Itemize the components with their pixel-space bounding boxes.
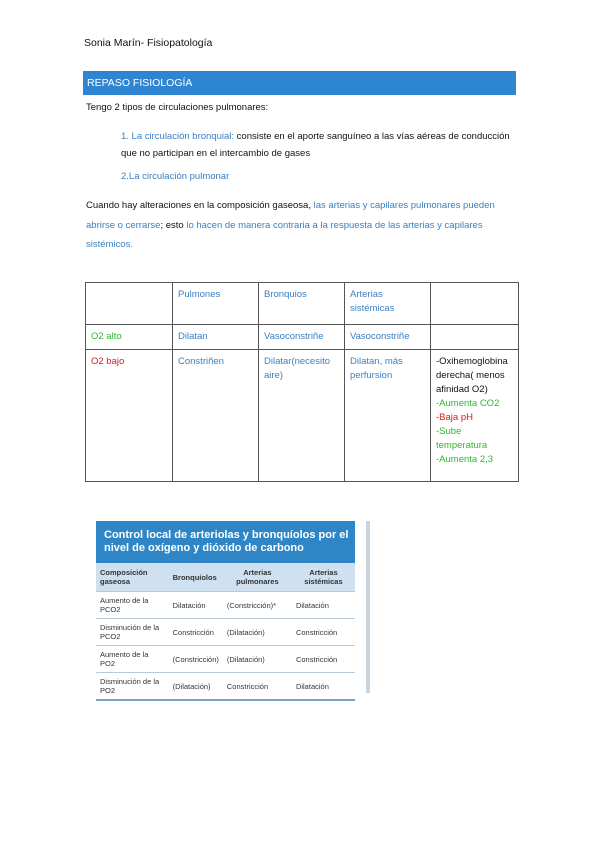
- list-item-1-label: 1. La circulación bronquial:: [121, 131, 235, 142]
- figure-row: [96, 646, 355, 673]
- note-temperatura: -Sube temperatura: [436, 426, 488, 451]
- table-cell-notes: [431, 350, 519, 482]
- figure-cell: Constricción: [223, 673, 292, 701]
- figure-cell: Disminución de la PCO2: [96, 619, 169, 646]
- table-row-label: O2 bajo: [86, 350, 173, 482]
- table-row: [86, 350, 519, 482]
- figure-cell: Aumento de la PCO2: [96, 592, 169, 619]
- table-cell: Vasoconstriñe: [345, 325, 431, 350]
- figure-col-header: Bronquíolos: [169, 563, 223, 592]
- table-cell: [86, 283, 173, 325]
- list-item-1-text: consiste en el aporte sanguíneo a las vías aéreas de conducción que no participan en el intercambio de gases: [121, 131, 510, 159]
- figure-title: Control local de arteriolas y bronquíolos por el nivel de oxígeno y dióxido de carbono: [104, 529, 349, 554]
- figure-row: [96, 673, 355, 701]
- figure-cell: Dilatación: [292, 673, 355, 701]
- paragraph: [86, 196, 526, 255]
- figure-col-header: Composición gaseosa: [96, 563, 169, 592]
- table-row: [86, 325, 519, 350]
- figure-header: [96, 521, 355, 563]
- table-row-label: O2 alto: [86, 325, 173, 350]
- figure-cell: Dilatación: [292, 592, 355, 619]
- table-cell: Constriñen: [173, 350, 259, 482]
- figure-cell: Constricción: [292, 646, 355, 673]
- figure-table: [96, 563, 355, 701]
- figure-cell: (Dilatación): [223, 646, 292, 673]
- para-part-2: las arterias y capilares pulmonares pueden abrirse o cerrarse: [86, 200, 495, 231]
- note-ph: -Baja pH: [436, 412, 473, 423]
- figure-cell: (Dilatación): [223, 619, 292, 646]
- table-header-row: [86, 283, 519, 325]
- figure-cell: Aumento de la PO2: [96, 646, 169, 673]
- note-oxihemoglobina: -Oxihemoglobina derecha( menos afinidad O2): [436, 356, 508, 395]
- page-header: Sonia Marín- Fisiopatología: [84, 37, 213, 49]
- figure-cell: Dilatación: [169, 592, 223, 619]
- figure-header-row: [96, 563, 355, 592]
- figure-col-header: Arterias sistémicas: [292, 563, 355, 592]
- table-cell: Dilatan, más perfursion: [345, 350, 431, 482]
- figure-cell: (Constricción)*: [223, 592, 292, 619]
- table-header-bronquios: Bronquios: [259, 283, 345, 325]
- figure-cell: Constricción: [292, 619, 355, 646]
- figure-row: [96, 619, 355, 646]
- figure-border: [366, 521, 370, 693]
- table-cell: Vasoconstriñe: [259, 325, 345, 350]
- para-part-1: Cuando hay alteraciones en la composición gaseosa,: [86, 200, 314, 211]
- table-cell: [431, 325, 519, 350]
- figure-col-header: Arterias pulmonares: [223, 563, 292, 592]
- figure-cell: Constricción: [169, 619, 223, 646]
- figure-row: [96, 592, 355, 619]
- textbook-figure: [96, 521, 370, 693]
- table-header-pulmones: Pulmones: [173, 283, 259, 325]
- figure-cell: (Constricción): [169, 646, 223, 673]
- table-cell: [431, 283, 519, 325]
- note-co2: -Aumenta CO2: [436, 398, 500, 409]
- para-part-4: lo hacen de manera contraria a la respuesta de las arterias y capilares sistémicos.: [86, 219, 483, 250]
- table-header-arterias: Arterias sistémicas: [345, 283, 431, 325]
- section-banner: [83, 71, 516, 95]
- table-cell: Dilatan: [173, 325, 259, 350]
- note-23: -Aumenta 2,3: [436, 454, 494, 465]
- table-cell: Dilatar(necesito aire): [259, 350, 345, 482]
- figure-cell: Disminución de la PO2: [96, 673, 169, 701]
- list-item-1: [121, 128, 521, 162]
- list-item-2: 2.La circulación pulmonar: [121, 171, 230, 182]
- figure-cell: (Dilatación): [169, 673, 223, 701]
- para-part-3: ; esto: [160, 219, 187, 231]
- comparison-table: [85, 282, 519, 482]
- section-title: REPASO FISIOLOGÍA: [87, 77, 193, 89]
- intro-text: Tengo 2 tipos de circulaciones pulmonares:: [86, 102, 269, 113]
